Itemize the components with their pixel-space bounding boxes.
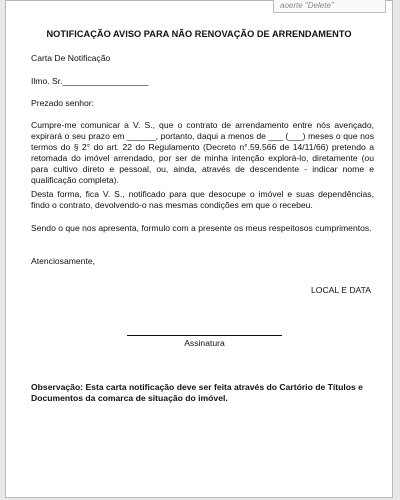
signature-label: Assinatura [184, 338, 225, 348]
observation-text: Esta carta notificação deve ser feita através do Cartório de Títulos e Documentos da comarca de situação do imóvel. [31, 382, 363, 403]
signature-line [127, 335, 282, 336]
header-note: aoerte "Delete" [273, 0, 386, 13]
closing: Atenciosamente, [31, 256, 96, 266]
place-date: LOCAL E DATA [310, 285, 371, 295]
salutation: Prezado senhor: [31, 98, 95, 108]
paragraph-vacate: Desta forma, fica V. S., notificado para que desocupe o imóvel e suas dependências, findo o contrato, devolvendo-o nas mesmas condições em que o recebeu. [31, 189, 374, 210]
recipient-line: Ilmo. Sr.__________________ [31, 76, 149, 86]
paragraph-notice: Cumpre-me comunicar a V. S., que o contrato de arrendamento entre nós avençado, expirará o seu prazo em ______, portanto, daqui a menos de ___ (___) meses o que nos termos do § 2° do art. 22 do Regulamento (Decreto n°.59.566 de 14/11/66) pretendo a retomada do imóvel arrendado, por ser de minha intenção explorá-lo, diretamente (ou para cultivo direto e pessoal, ou, ainda, através de descendente - indicar nome e qualificação completa). [31, 120, 374, 185]
observation-label: Observação: [31, 382, 84, 392]
document-title: NOTIFICAÇÃO AVISO PARA NÃO RENOVAÇÃO DE ARRENDAMENTO [46, 29, 352, 39]
document-page [5, 0, 393, 498]
letter-heading: Carta De Notificação [31, 53, 111, 63]
observation [31, 382, 374, 404]
paragraph-greetings: Sendo o que nos apresenta, formulo com a presente os meus respeitosos cumprimentos. [31, 223, 372, 233]
